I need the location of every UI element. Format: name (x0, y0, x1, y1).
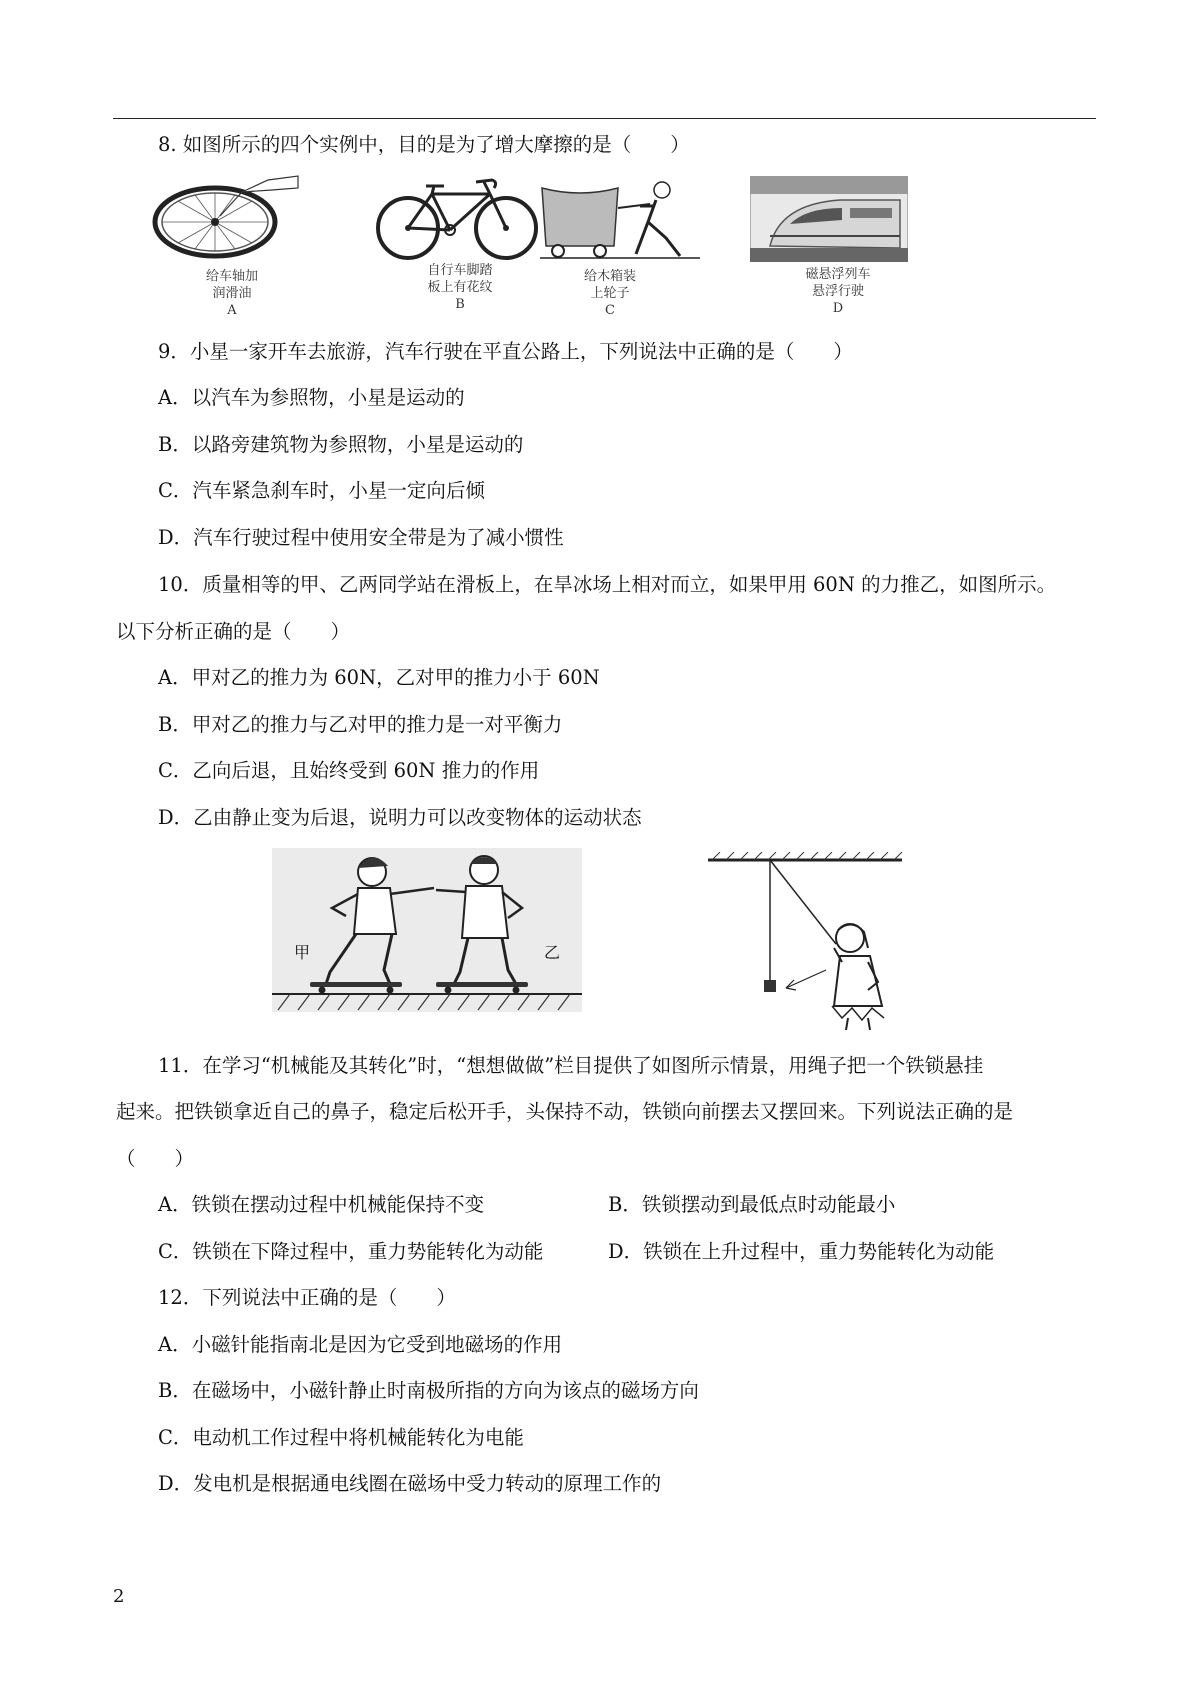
q10-stem-line-2: 以下分析正确的是（ ） (116, 620, 351, 643)
q9-option-b: B．以路旁建筑物为参照物，小星是运动的 (158, 433, 524, 456)
q8-stem: 8. 如图所示的四个实例中，目的是为了增大摩擦的是（ ） (158, 133, 690, 156)
q12-option-a: A．小磁针能指南北是因为它受到地磁场的作用 (158, 1333, 563, 1356)
q10-stem-line-1: 10．质量相等的甲、乙两同学站在滑板上，在旱冰场上相对而立，如果甲用 60N 的力推乙，如图所示。 (158, 573, 1057, 596)
q11-option-a: A．铁锁在摆动过程中机械能保持不变 (158, 1193, 485, 1216)
q10-option-b: B．甲对乙的推力与乙对甲的推力是一对平衡力 (158, 713, 563, 736)
header-rule (113, 118, 1096, 119)
q12-option-c: C．电动机工作过程中将机械能转化为电能 (158, 1426, 524, 1449)
q8-figure-a-wheel (150, 172, 300, 262)
q8-figure-c-cart (540, 174, 700, 262)
label-yi: 乙 (544, 943, 561, 962)
q8-figure-a-caption: 给车轴加 润滑油 A (205, 269, 258, 318)
q9-stem: 9．小星一家开车去旅游，汽车行驶在平直公路上，下列说法中正确的是（ ） (158, 340, 853, 363)
q9-option-d: D．汽车行驶过程中使用安全带是为了减小惯性 (158, 526, 564, 549)
label-jia: 甲 (294, 943, 311, 962)
q10-figure-skaters (272, 848, 582, 1012)
q8-figure-c-caption: 给木箱装 上轮子 C (583, 269, 636, 318)
q12-stem: 12．下列说法中正确的是（ ） (158, 1286, 456, 1309)
q8-figure-d-maglev-train (750, 176, 908, 262)
q10-option-c: C．乙向后退，且始终受到 60N 推力的作用 (158, 759, 540, 782)
q11-stem-line-3: （ ） (116, 1147, 195, 1170)
q12-option-d: D．发电机是根据通电线圈在磁场中受力转动的原理工作的 (158, 1472, 662, 1495)
q9-option-c: C．汽车紧急刹车时，小星一定向后倾 (158, 479, 485, 502)
q10-option-d: D．乙由静止变为后退，说明力可以改变物体的运动状态 (158, 806, 642, 829)
q9-option-a: A．以汽车为参照物，小星是运动的 (158, 386, 465, 409)
page-number: 2 (113, 1586, 125, 1607)
q12-option-b: B．在磁场中，小磁针静止时南极所指的方向为该点的磁场方向 (158, 1379, 699, 1402)
q11-figure-pendulum (702, 852, 910, 1032)
q11-stem-line-1: 11．在学习“机械能及其转化”时，“想想做做”栏目提供了如图所示情景，用绳子把一个铁锁悬挂 (158, 1054, 984, 1077)
q8-figure-b-caption: 自行车脚踏 板上有花纹 B (427, 263, 493, 312)
q8-figure-d-caption: 磁悬浮列车 悬浮行驶 D (805, 267, 871, 316)
q11-option-c: C．铁锁在下降过程中，重力势能转化为动能 (158, 1240, 544, 1263)
q11-option-b: B．铁锁摆动到最低点时动能最小 (608, 1193, 896, 1216)
q10-option-a: A．甲对乙的推力为 60N，乙对甲的推力小于 60N (158, 666, 600, 689)
q11-option-d: D．铁锁在上升过程中，重力势能转化为动能 (608, 1240, 995, 1263)
q8-figure-b-bicycle (372, 172, 542, 264)
q11-stem-line-2: 起来。把铁锁拿近自己的鼻子，稳定后松开手，头保持不动，铁锁向前摆去又摆回来。下列说法正确的是 (116, 1100, 1014, 1123)
